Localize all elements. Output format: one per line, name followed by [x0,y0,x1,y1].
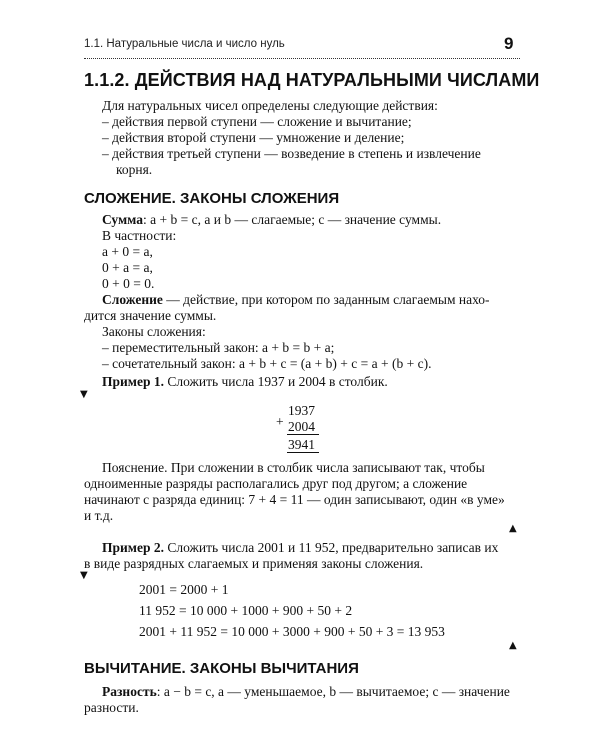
addition-definition [102,292,490,308]
example-2-start-marker: ▼ [80,570,88,581]
sum-term: Сумма [102,212,144,227]
addition-def-2: дится значение суммы. [84,308,217,323]
column-result: 3941 [288,437,315,452]
example-1-text: Сложить числа 1937 и 2004 в столбик. [163,374,388,389]
addition-heading: СЛОЖЕНИЕ. ЗАКОНЫ СЛОЖЕНИЯ [84,190,340,207]
example-2-label: Пример 2. [102,540,164,555]
explanation-line-2: одноименные разряды располагались друг под другом; а сложение [84,476,468,491]
intro-text: Для натуральных чисел определены следующие действия: [102,98,438,113]
identity-3: 0 + 0 = 0. [102,276,155,291]
column-bottom-number: 2004 [288,419,315,434]
action-item-1: – действия первой ступени — сложение и вычитание; [102,114,412,129]
action-item-2: – действия второй ступени — умножение и деление; [102,130,405,145]
action-item-3: – действия третьей ступени — возведение в степень и извлечение [102,146,481,161]
sum-def-text: : a + b = c, a и b — слагаемые; c — значение суммы. [143,212,442,227]
laws-title: Законы сложения: [102,324,206,339]
page-number: 9 [504,34,514,53]
example-2-text-1: Сложить числа 2001 и 11 952, предварительно записав их [163,540,499,555]
example-2-statement [102,540,498,556]
header-divider [84,58,520,59]
example-1-statement [102,374,388,390]
action-item-3-cont: корня. [116,162,153,177]
law-commutative: – переместительный закон: a + b = b + a; [102,340,335,355]
identity-2: 0 + a = a, [102,260,153,275]
section-title: 1.1.2. ДЕЙСТВИЯ НАД НАТУРАЛЬНЫМИ ЧИСЛАМИ [84,70,540,90]
difference-def-2: разности. [84,700,139,715]
column-sum-rule [287,434,319,435]
decomposition-line-2: 11 952 = 10 000 + 1000 + 900 + 50 + 2 [139,603,353,618]
example-1-label: Пример 1. [102,374,164,389]
example-end-marker: ▲ [509,523,517,534]
sum-definition [102,212,441,228]
difference-definition [102,684,510,700]
column-top-number: 1937 [288,403,315,418]
addition-term: Сложение [102,292,163,307]
decomposition-line-1: 2001 = 2000 + 1 [139,582,229,597]
explanation-line-4: и т.д. [84,508,114,523]
addition-def-1: — действие, при котором по заданным слагаемым нахо- [162,292,490,307]
running-header: 1.1. Натуральные числа и число нуль [84,38,285,50]
identity-1: a + 0 = a, [102,244,153,259]
example-2-text-2: в виде разрядных слагаемых и применяя законы сложения. [84,556,424,571]
law-associative: – сочетательный закон: a + b + c = (a + b) + c = a + (b + c). [102,356,432,371]
subtraction-heading: ВЫЧИТАНИЕ. ЗАКОНЫ ВЫЧИТАНИЯ [84,660,359,677]
in-particular: В частности: [102,228,177,243]
difference-def-1: : a − b = c, a — уменьшаемое, b — вычитаемое; c — значение [156,684,510,699]
explanation-line-3: начинают с разряда единиц: 7 + 4 = 11 — один записывают, один «в уме» [84,492,505,507]
explanation-line-1: Пояснение. При сложении в столбик числа записывают так, чтобы [102,460,485,475]
example-2-end-marker: ▲ [509,640,517,651]
difference-term: Разность [102,684,157,699]
column-operator: + [276,414,284,429]
example-start-marker: ▼ [80,389,88,400]
column-result-rule [287,452,319,453]
decomposition-line-3: 2001 + 11 952 = 10 000 + 3000 + 900 + 50 + 3 = 13 953 [139,624,445,639]
